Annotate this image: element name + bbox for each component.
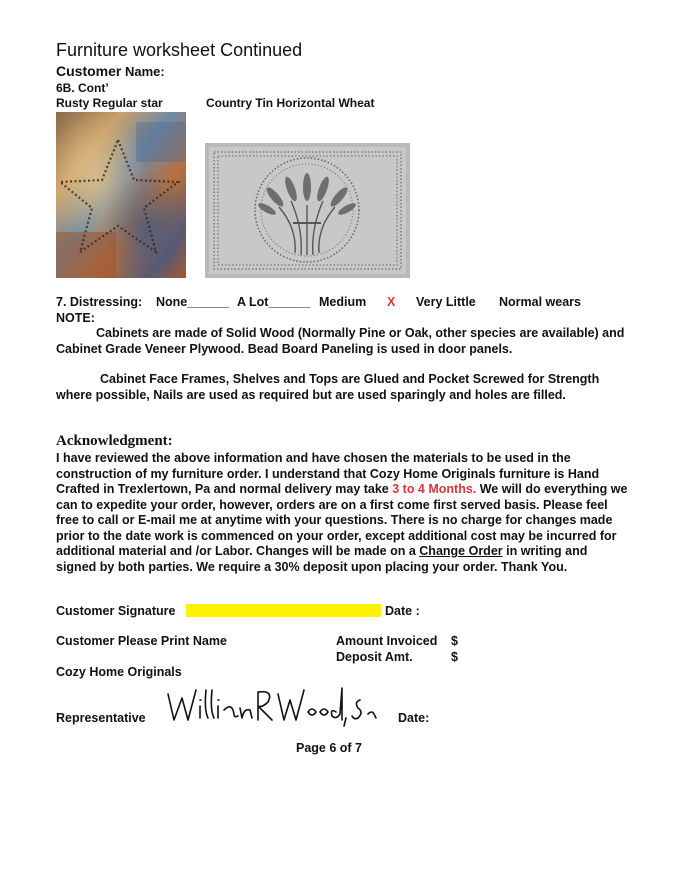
print-name-label: Customer Please Print Name [56, 634, 227, 648]
amount-dollar: $ [451, 634, 458, 648]
distressing-row [56, 295, 616, 311]
tin-label: Country Tin Horizontal Wheat [206, 96, 375, 110]
note-paragraph-2: Cabinet Face Frames, Shelves and Tops are Glued and Pocket Screwed for Strength where possible, Nails are used as required but are used sparingly and holes are filled. [56, 372, 600, 402]
section-label: 6B. Cont’ [56, 81, 109, 95]
note-paragraph-1: Cabinets are made of Solid Wood (Normally Pine or Oak, other species are available) and Cabinet Grade Veneer Plywood. Bead Board Paneling is used in door panels. [56, 326, 625, 356]
customer-signature-label: Customer Signature [56, 604, 176, 618]
wheat-tin-image [205, 143, 410, 278]
rusty-star-image [56, 112, 186, 278]
option-a-lot: A Lot______ [237, 295, 311, 309]
date-label-1: Date : [385, 604, 420, 618]
amount-invoiced-label: Amount Invoiced [336, 634, 438, 648]
signature-field[interactable] [186, 604, 381, 617]
note-label: NOTE: [56, 311, 95, 325]
change-order-term: Change Order [419, 544, 503, 558]
distressing-label: 7. Distressing: [56, 295, 143, 309]
option-none: None______ [156, 295, 229, 309]
customer-name-label: Customer Name: [56, 63, 165, 79]
option-normal-wears: Normal wears [499, 295, 581, 309]
selected-mark: X [387, 295, 396, 309]
acknowledgment-heading: Acknowledgment: [56, 433, 173, 449]
deposit-label: Deposit Amt. [336, 650, 413, 664]
page-title: Furniture worksheet Continued [56, 40, 303, 60]
company-name: Cozy Home Originals [56, 665, 182, 679]
delivery-time: 3 to 4 Months. [392, 482, 477, 496]
page-number: Page 6 of 7 [296, 741, 362, 755]
date-label-2: Date: [398, 711, 430, 725]
star-label: Rusty Regular star [56, 96, 163, 110]
deposit-dollar: $ [451, 650, 458, 664]
acknowledgment-text: I have reviewed the above information and have chosen the materials to be used in the construction of my furniture order. I understand that Cozy Home Originals furniture is Hand Crafted in Trexlertown, Pa and normal delivery may take 3 to 4 Months. We will do everything we can to expedite your order, however, orders are on a first come first served basis. Please feel free to call or E-mail me at anytime with your questions. There is no charge for changes made prior to the date work is commenced on your order, except additional cost may be incurred for additional material and /or Labor. Changes will be made on a Change Order in writing and signed by both parties. We require a 30% deposit upon placing your order. Thank You. [56, 451, 628, 574]
option-very-little: Very Little [416, 295, 476, 309]
representative-label: Representative [56, 711, 146, 725]
representative-signature [160, 680, 390, 730]
option-medium: Medium [319, 295, 367, 309]
